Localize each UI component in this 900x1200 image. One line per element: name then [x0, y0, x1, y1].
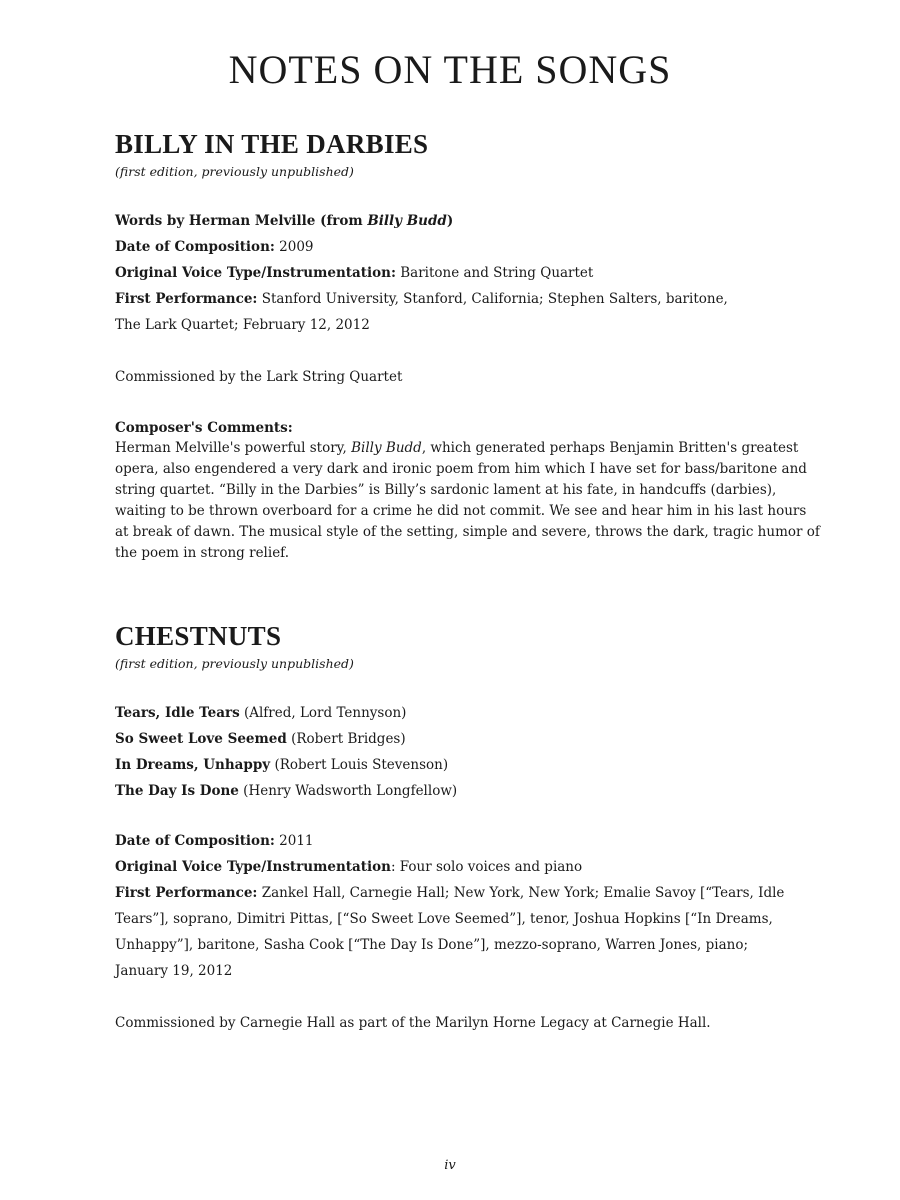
first-performance	[115, 880, 795, 906]
voice-label: Original Voice Type/Instrumentation:	[115, 265, 396, 281]
words-credit	[115, 208, 795, 234]
song-entry	[115, 752, 795, 778]
comment-line: string quartet. “Billy in the Darbies” is Billy’s sardonic lament at his fate, in handcuffs (darbies),	[115, 482, 777, 498]
song-title: The Day Is Done	[115, 783, 239, 799]
edition-note: (first edition, previously unpublished)	[115, 164, 354, 179]
comment-text: , which generated perhaps Benjamin Britten's greatest	[421, 440, 799, 456]
commission-note: Commissioned by Carnegie Hall as part of the Marilyn Horne Legacy at Carnegie Hall.	[115, 1015, 711, 1031]
first-performance-cont: January 19, 2012	[115, 963, 233, 979]
date-value: 2009	[274, 239, 314, 255]
words-close: )	[446, 213, 454, 229]
song-title: In Dreams, Unhappy	[115, 757, 271, 773]
perf-line: Stanford University, Stanford, California; Stephen Salters, baritone,	[257, 291, 728, 307]
perf-label: First Performance:	[115, 885, 258, 901]
words-label: Words by Herman Melville (from	[115, 213, 368, 229]
section-heading: CHESTNUTS	[115, 621, 282, 651]
comment-work-title: Billy Budd	[351, 440, 422, 456]
composers-comments-heading: Composer's Comments:	[115, 420, 293, 436]
voice-label: Original Voice Type/Instrumentation	[115, 859, 391, 875]
song-entry	[115, 726, 795, 752]
section-heading: BILLY IN THE DARBIES	[115, 129, 429, 159]
date-of-composition	[115, 828, 795, 854]
comment-line: opera, also engendered a very dark and ironic poem from him which I have set for bass/baritone and	[115, 461, 807, 477]
first-performance-cont: The Lark Quartet; February 12, 2012	[115, 317, 370, 333]
date-value: 2011	[274, 833, 314, 849]
date-of-composition	[115, 234, 795, 260]
voice-value: : Four solo voices and piano	[390, 859, 583, 875]
page-title: NOTES ON THE SONGS	[228, 47, 672, 92]
commission-note: Commissioned by the Lark String Quartet	[115, 369, 403, 385]
words-work-title: Billy Budd	[367, 213, 447, 229]
comment-text: Herman Melville's powerful story,	[115, 440, 352, 456]
first-performance-cont: Unhappy”], baritone, Sasha Cook [“The Day Is Done”], mezzo-soprano, Warren Jones, piano;	[115, 937, 749, 953]
date-label: Date of Composition:	[115, 239, 275, 255]
song-author: (Alfred, Lord Tennyson)	[239, 705, 407, 721]
comment-line	[115, 438, 799, 459]
comment-line: the poem in strong relief.	[115, 545, 289, 561]
first-performance-cont: Tears”], soprano, Dimitri Pittas, [“So Sweet Love Seemed”], tenor, Joshua Hopkins [“In Dreams,	[115, 911, 773, 927]
first-performance	[115, 286, 795, 312]
section-chestnuts	[115, 620, 795, 1036]
song-entry	[115, 778, 795, 804]
song-entry	[115, 700, 795, 726]
song-title: Tears, Idle Tears	[115, 705, 240, 721]
voice-value: Baritone and String Quartet	[395, 265, 594, 281]
composers-comments	[115, 438, 820, 564]
section-billy-in-the-darbies	[115, 128, 820, 564]
perf-line: Zankel Hall, Carnegie Hall; New York, New York; Emalie Savoy [“Tears, Idle	[257, 885, 785, 901]
comment-line: at break of dawn. The musical style of the setting, simple and severe, throws the dark, tragic humor of	[115, 524, 820, 540]
song-title: So Sweet Love Seemed	[115, 731, 287, 747]
voice-type	[115, 260, 795, 286]
song-author: (Henry Wadsworth Longfellow)	[238, 783, 458, 799]
page-number: iv	[444, 1158, 456, 1173]
voice-type	[115, 854, 795, 880]
date-label: Date of Composition:	[115, 833, 275, 849]
perf-label: First Performance:	[115, 291, 258, 307]
comment-line: waiting to be thrown overboard for a crime he did not commit. We see and hear him in his last hours	[115, 503, 807, 519]
song-author: (Robert Bridges)	[286, 731, 406, 747]
song-author: (Robert Louis Stevenson)	[270, 757, 449, 773]
edition-note: (first edition, previously unpublished)	[115, 656, 354, 671]
